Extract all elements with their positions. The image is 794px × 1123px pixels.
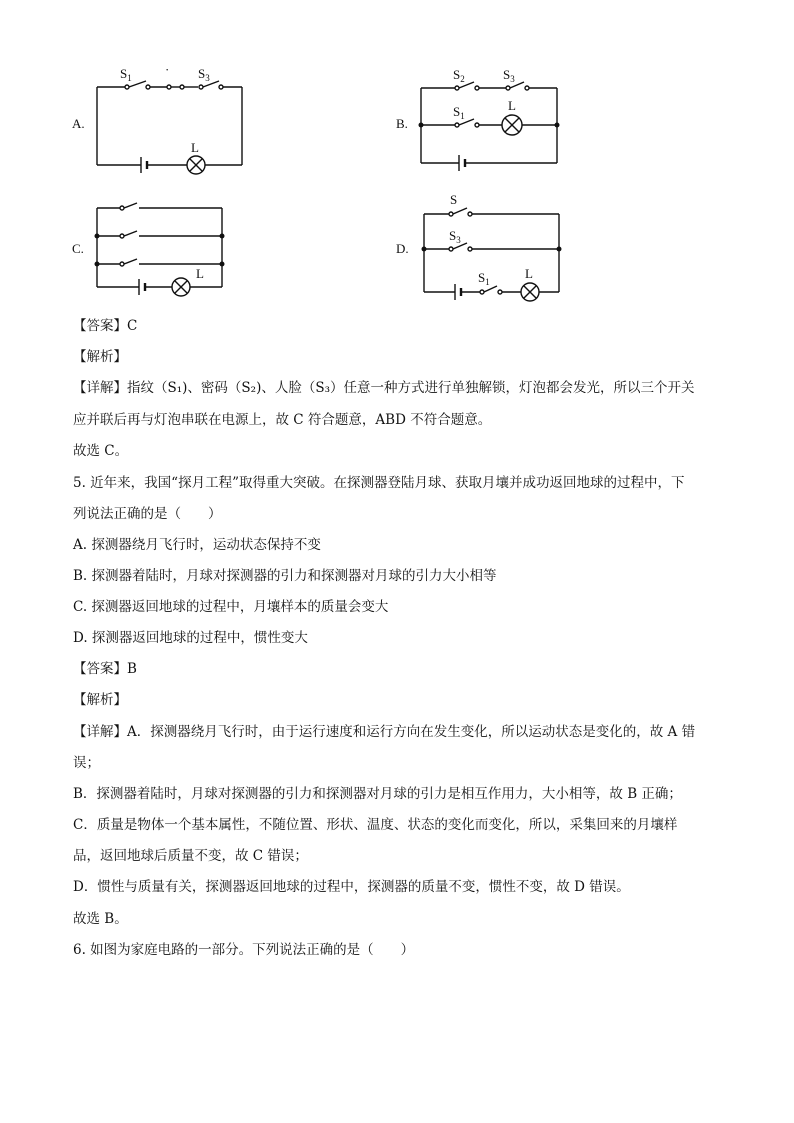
d-top-label: S	[450, 192, 458, 207]
q5-detail-line-b: B．探测器着陆时，月球对探测器的引力和探测器对月球的引力是相互作用力，大小相等，故 B 正确；	[73, 786, 682, 802]
q5-detail-line-d: D．惯性与质量有关，探测器返回地球的过程中，探测器的质量不变，惯性不变，故 D 错误。	[73, 879, 630, 895]
q4-detail-line-1	[73, 378, 695, 398]
a-s3-label: $S_3$	[198, 66, 210, 83]
q5-stem-line-2: 列说法正确的是（ ）	[73, 506, 222, 522]
q5-answer-value: B	[127, 661, 137, 677]
c-lamp-label: L	[196, 266, 204, 281]
q6-stem: 6. 如图为家庭电路的一部分。下列说法正确的是（ ）	[73, 942, 415, 958]
a-s1-label: $S_1$	[120, 66, 132, 83]
q4-detail-line-2: 应并联后再与灯泡串联在电源上，故 C 符合题意，ABD 不符合题意。	[73, 412, 492, 428]
q5-analysis-label: 【解析】	[73, 692, 127, 708]
q4-analysis-label: 【解析】	[73, 349, 127, 365]
q5-detail-line-c2: 品，返回地球后质量不变，故 C 错误；	[73, 848, 308, 864]
b-s2-label: $S_2$	[453, 67, 465, 84]
q5-detail-line-c1: C．质量是物体一个基本属性，不随位置、形状、温度、状态的变化而变化，所以，采集回来的月壤样	[73, 817, 678, 833]
a-lamp-label: L	[191, 140, 199, 155]
option-b-label: B.	[396, 116, 408, 131]
a-dot-label: ·	[165, 62, 170, 77]
q5-detail-label: 【详解】	[73, 724, 127, 740]
b-s1-label: $S_1$	[453, 104, 465, 121]
q5-answer	[73, 659, 137, 679]
q4-answer-value: C	[127, 318, 138, 334]
q5-option-d: D. 探测器返回地球的过程中，惯性变大	[73, 630, 308, 646]
q5-detail-text-a1: A．探测器绕月飞行时，由于运行速度和运行方向在发生变化，所以运动状态是变化的，故 A 错	[127, 724, 696, 740]
d-s1-label: $S_1$	[478, 270, 490, 287]
b-s3-label: $S_3$	[503, 67, 515, 84]
q5-detail-line-a1	[73, 722, 695, 742]
d-lamp-label: L	[525, 266, 533, 281]
d-s3-label: $S_3$	[449, 228, 461, 245]
q5-option-c: C. 探测器返回地球的过程中，月壤样本的质量会变大	[73, 599, 389, 615]
option-a-label: A.	[72, 116, 85, 131]
b-lamp-label: L	[508, 98, 516, 113]
option-d-label: D.	[396, 241, 409, 256]
q5-conclusion: 故选 B。	[73, 911, 128, 927]
q4-detail-text-1: 指纹（S₁)、密码（S₂)、人脸（S₃）任意一种方式进行单独解锁，灯泡都会发光，所以三个开关	[127, 380, 695, 396]
q5-stem-line-1: 5. 近年来，我国“探月工程”取得重大突破。在探测器登陆月球、获取月壤并成功返回地球的过程中，下	[73, 475, 685, 491]
q5-answer-label: 【答案】	[73, 661, 127, 677]
q5-option-b: B. 探测器着陆时，月球对探测器的引力和探测器对月球的引力大小相等	[73, 568, 497, 584]
q5-detail-line-a2: 误；	[73, 755, 100, 771]
q4-detail-label: 【详解】	[73, 380, 127, 396]
option-c-label: C.	[72, 241, 84, 256]
q5-option-a: A. 探测器绕月飞行时，运动状态保持不变	[73, 537, 321, 553]
q4-conclusion: 故选 C。	[73, 443, 129, 459]
q4-answer-label: 【答案】	[73, 318, 127, 334]
q4-answer	[73, 316, 137, 336]
